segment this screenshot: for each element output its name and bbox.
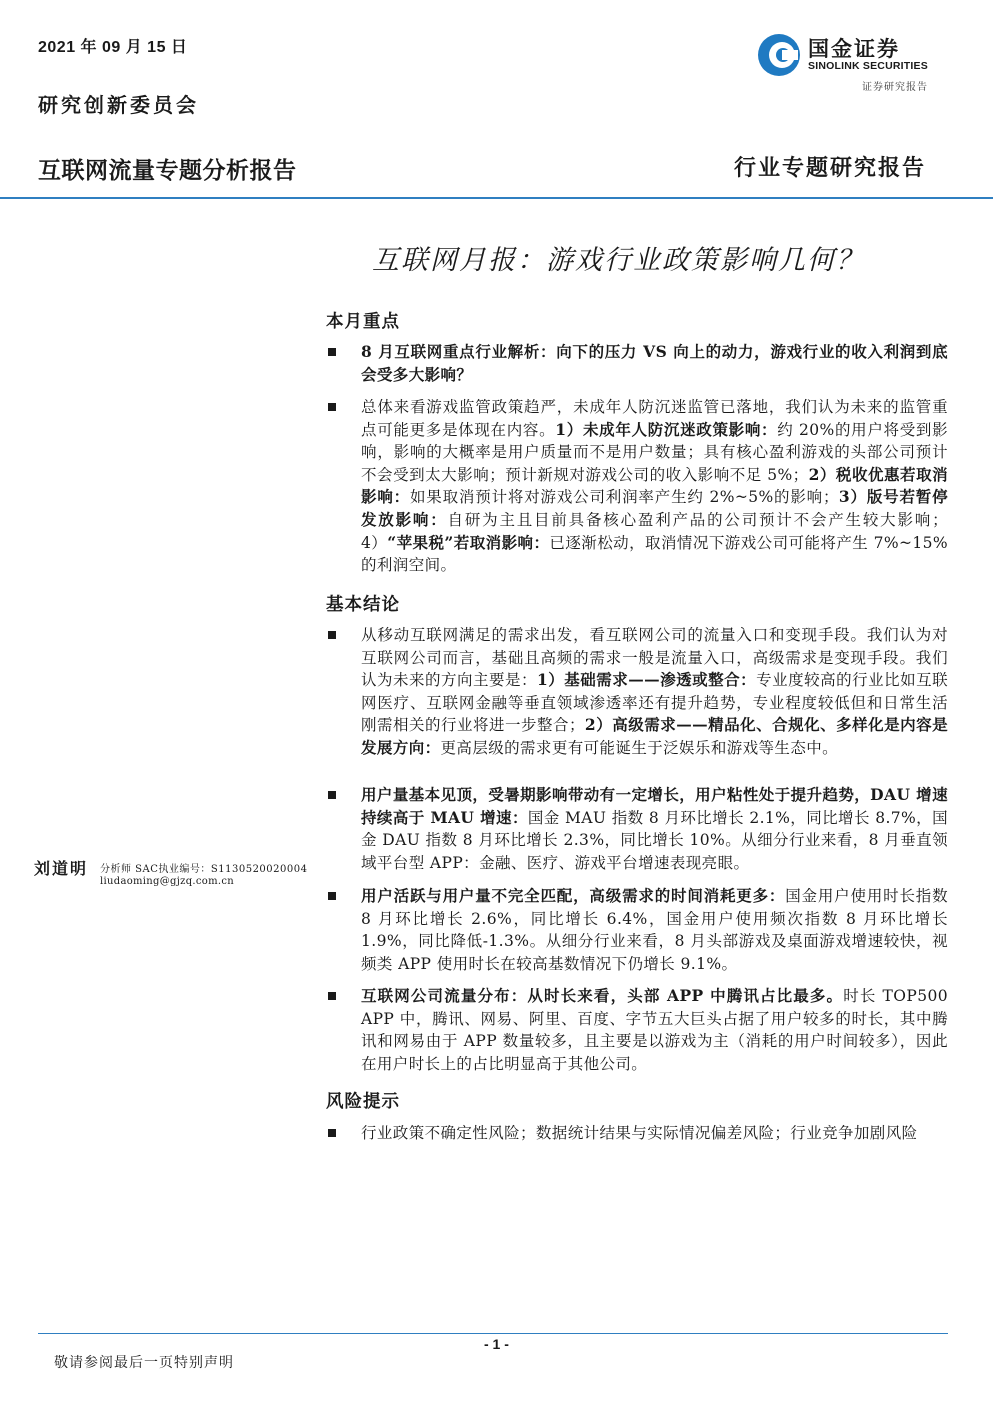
bullet-highlight: 1）未成年人防沉迷政策影响： <box>555 419 778 439</box>
header-divider <box>0 197 993 199</box>
bullet-highlight: 2）税收优惠若取消影响： <box>361 464 949 507</box>
section-heading-risk: 风险提示 <box>326 1092 400 1112</box>
section-heading-focus: 本月重点 <box>326 312 400 332</box>
bullet-text: 国金用户使用时长指数 8 月环比增长 2.6%，同比增长 6.4%，国金用户使用频次指数 8 月环比增长 1.9%，同比降低-1.3%。从细分行业来看，8 月头部游戏及桌面游戏增速较快，视频类 APP 使用时长在较高基数情况下仍增长 9.1%。 <box>361 887 948 973</box>
report-series-title: 互联网流量专题分析报告 <box>38 158 297 184</box>
list-item <box>326 885 948 975</box>
list-item <box>326 985 948 1075</box>
analyst-certification: 分析师 SAC执业编号：S1130520020004 <box>100 864 308 875</box>
analyst-name: 刘道明 <box>34 859 89 878</box>
bullet-square-icon <box>328 1129 336 1137</box>
bullet-square-icon <box>328 992 336 1000</box>
bullet-text: 如果取消预计将对游戏公司利润率产生约 2%~5%的影响； <box>409 488 839 507</box>
logo-subtitle: 证券研究报告 <box>862 82 928 93</box>
bullet-text: 更高层级的需求更有可能诞生于泛娱乐和游戏等生态中。 <box>440 738 839 757</box>
bullet-highlight: 3）版号若暂停发放影响： <box>361 487 949 529</box>
bullet-square-icon <box>328 631 336 639</box>
bullet-text: 自研为主且目前具备核心盈利产品的公司预计不会产生较大影响；4） <box>361 510 948 552</box>
bullet-text: 行业政策不确定性风险；数据统计结果与实际情况偏差风险；行业竞争加剧风险 <box>361 1124 918 1142</box>
section-heading-conclusion: 基本结论 <box>326 595 400 615</box>
bullet-square-icon <box>328 892 336 900</box>
bullet-highlight: 1）基础需求——渗透或整合： <box>536 670 757 690</box>
bullet-highlight: 用户活跃与用户量不完全匹配，高级需求的时间消耗更多： <box>361 886 786 905</box>
bullet-highlight: “苹果税”若取消影响： <box>387 532 550 552</box>
page-number: - 1 - <box>484 1336 509 1352</box>
list-item <box>326 624 948 760</box>
bullet-highlight: 2）高级需求——精品化、合规化、多样化是内容是发展方向： <box>361 715 948 757</box>
footer-disclaimer: 敬请参阅最后一页特别声明 <box>54 1355 234 1371</box>
sinolink-logo-icon <box>756 32 802 78</box>
logo-name-en: SINOLINK SECURITIES <box>808 60 928 72</box>
bullet-square-icon <box>328 403 336 411</box>
bullet-square-icon <box>328 348 336 356</box>
bullet-highlight: 用户量基本见顶，受暑期影响带动有一定增长，用户粘性处于提升趋势，DAU 增速持续高于 MAU 增速： <box>361 785 948 827</box>
bullet-text: 已逐渐松动，取消情况下游戏公司可能将产生 7%~15%的利润空间。 <box>361 533 948 575</box>
footer-divider <box>38 1333 948 1334</box>
bullet-square-icon <box>328 791 336 799</box>
list-item <box>326 341 948 386</box>
list-item <box>326 396 948 577</box>
bullet-text: 总体来看游戏监管政策趋严，未成年人防沉迷监管已落地，我们认为未来的监管重点可能更多是体现在内容。 <box>361 398 948 439</box>
bullet-text: 从移动互联网满足的需求出发，看互联网公司的流量入口和变现手段。我们认为对互联网公司而言，基础且高频的需求一般是流量入口，高级需求是变现手段。我们认为未来的方向主要是： <box>361 626 948 690</box>
report-date: 2021 年 09 月 15 日 <box>38 39 188 56</box>
bullet-text: 国金 MAU 指数 8 月环比增长 2.1%，同比增长 8.7%，国金 DAU 指数 8 月环比增长 2.3%，同比增长 10%。从细分行业来看，8 月垂直领域平台型 APP：金融、医疗、游戏平台增速表现亮眼。 <box>361 808 948 872</box>
analyst-email[interactable]: liudaoming@gjzq.com.cn <box>100 876 235 887</box>
list-item <box>326 784 948 874</box>
report-type: 行业专题研究报告 <box>734 155 927 181</box>
bullet-text: 专业度较高的行业比如互联网医疗、互联网金融等垂直领域渗透率还有提升趋势，专业程度较低但和日常生活刚需相关的行业将进一步整合； <box>361 671 948 735</box>
bullet-text: 时长 TOP500 APP 中，腾讯、网易、阿里、百度、字节五大巨头占据了用户较多的时长，其中腾讯和网易由于 APP 数量较多，且主要是以游戏为主（消耗的用户时间较多），因此在用户时长上的占比明显高于其他公司。 <box>361 987 949 1073</box>
bullet-text: 8 月互联网重点行业解析：向下的压力 VS 向上的动力，游戏行业的收入利润到底会受多大影响？ <box>361 342 948 384</box>
committee-name: 研究创新委员会 <box>38 93 199 117</box>
bullet-text: 约 20%的用户将受到影响，影响的大概率是用户质量而不是用户数量；具有核心盈利游戏的头部公司预计不会受到太大影响；预计新规对游戏公司的收入影响不足 5%； <box>361 420 948 484</box>
page-title: 互联网月报：游戏行业政策影响几何？ <box>372 245 865 276</box>
logo-name-cn: 国金证券 <box>808 37 900 61</box>
bullet-highlight: 互联网公司流量分布：从时长来看，头部 APP 中腾讯占比最多。 <box>361 986 844 1005</box>
list-item <box>326 1122 948 1145</box>
